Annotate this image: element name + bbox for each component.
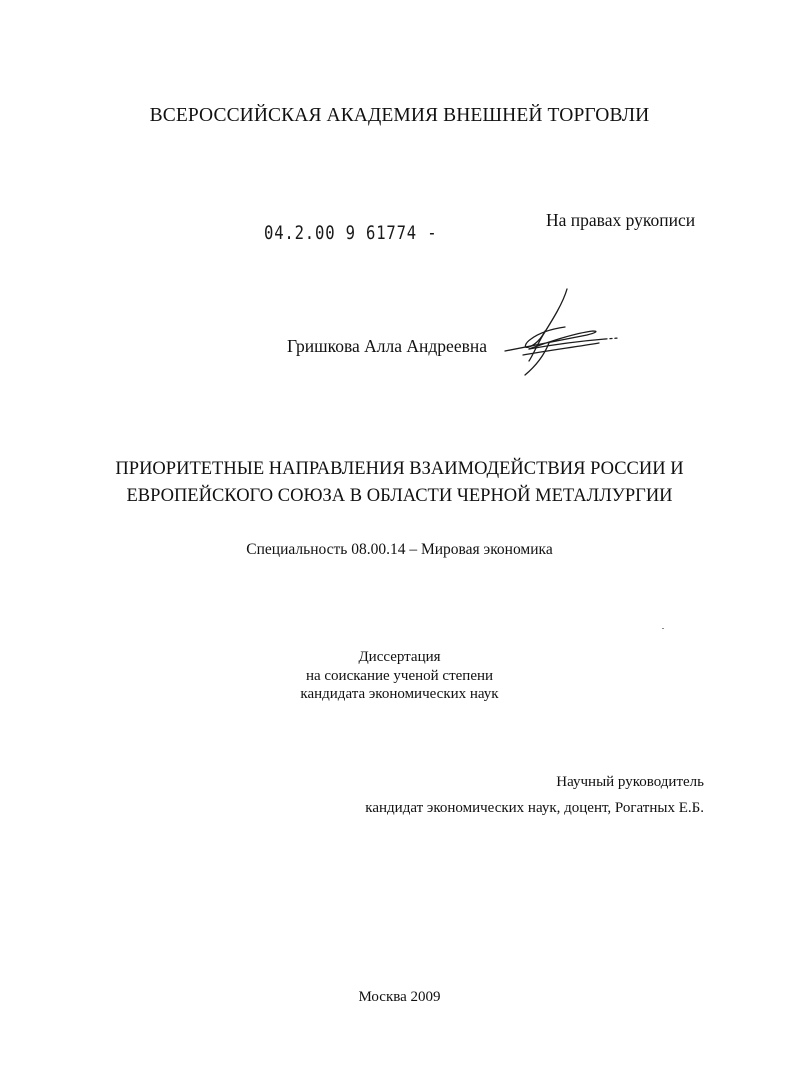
- manuscript-rights-note: На правах рукописи: [546, 210, 696, 230]
- specialty: Специальность 08.00.14 – Мировая экономика: [246, 541, 553, 558]
- advisor-name: кандидат экономических наук, доцент, Рогатных Е.Б.: [365, 800, 704, 816]
- academy-name: ВСЕРОССИЙСКАЯ АКАДЕМИЯ ВНЕШНЕЙ ТОРГОВЛИ: [149, 105, 650, 126]
- dissertation-block: [0, 648, 799, 704]
- author-name: Гришкова Алла Андреевна: [287, 336, 487, 356]
- city-year: Москва 2009: [358, 989, 441, 1005]
- dissertation-title: [0, 456, 799, 510]
- author-signature: [495, 285, 630, 377]
- title-line: ПРИОРИТЕТНЫЕ НАПРАВЛЕНИЯ ВЗАИМОДЕЙСТВИЯ РОССИИ И: [115, 459, 684, 479]
- dissertation-line: на соискание ученой степени: [305, 667, 494, 684]
- scan-speck: [662, 628, 664, 629]
- advisor-label: Научный руководитель: [556, 774, 704, 790]
- dissertation-line: Диссертация: [358, 649, 441, 665]
- dissertation-line: кандидата экономических наук: [300, 686, 499, 702]
- title-line: ЕВРОПЕЙСКОГО СОЮЗА В ОБЛАСТИ ЧЕРНОЙ МЕТАЛЛУРГИИ: [126, 486, 673, 506]
- registration-code: 04.2.00 9 61774 -: [264, 222, 438, 244]
